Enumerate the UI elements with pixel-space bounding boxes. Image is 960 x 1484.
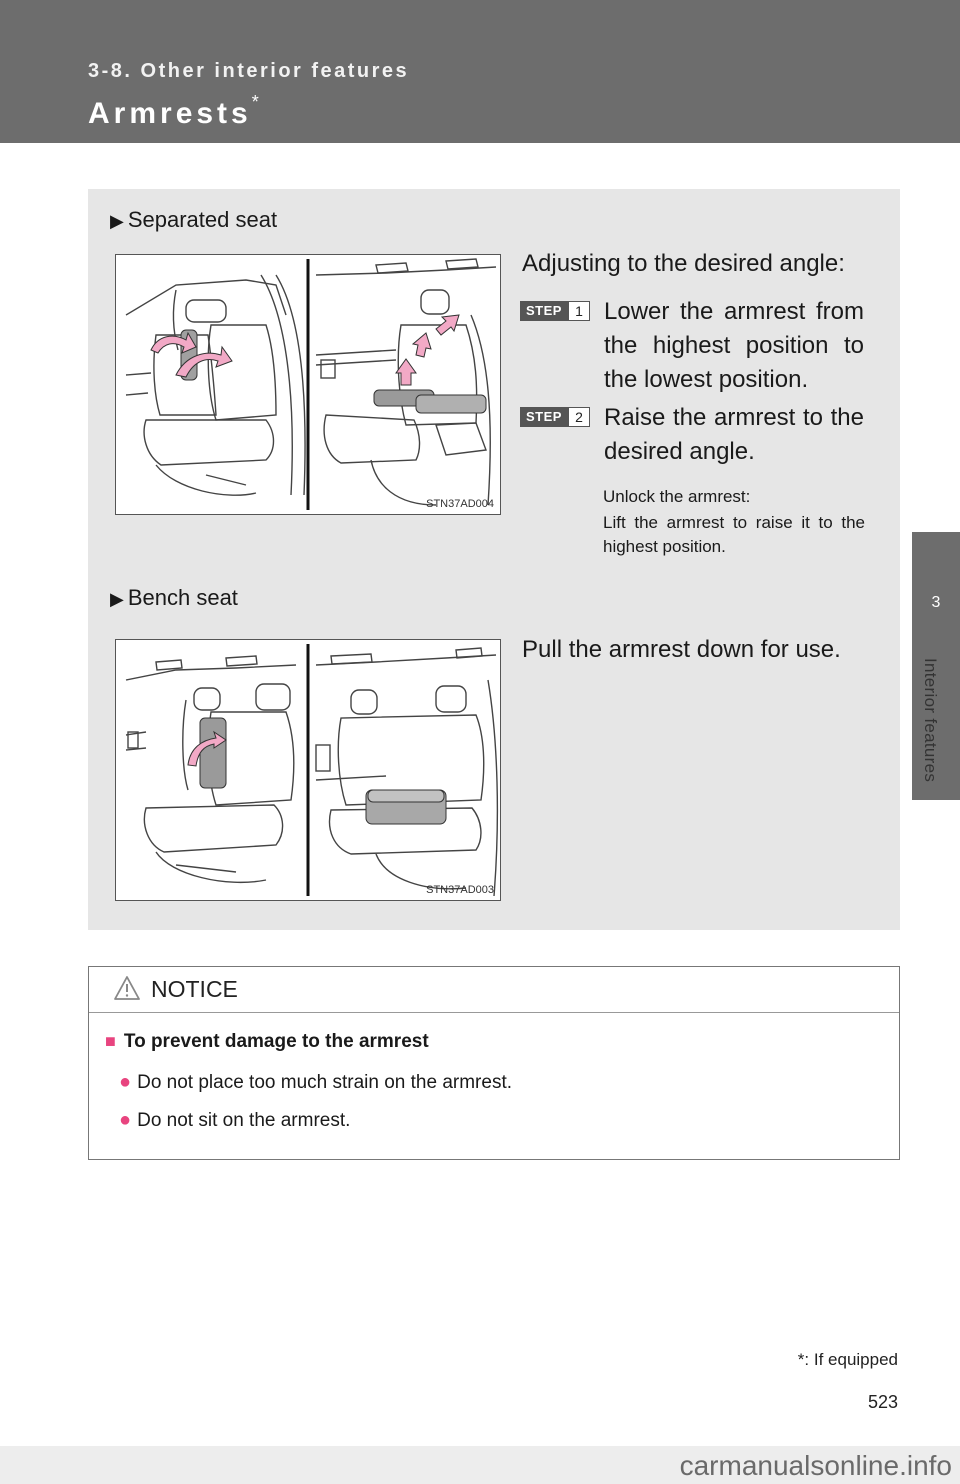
separated-seat-figure bbox=[115, 254, 501, 515]
separated-seat-illustration bbox=[116, 255, 500, 514]
notice-bullet bbox=[119, 1071, 512, 1094]
notice-subtitle bbox=[105, 1031, 429, 1053]
square-bullet-icon: ■ bbox=[105, 1031, 116, 1051]
triangle-bullet-icon: ▶ bbox=[110, 589, 124, 609]
page-number: 523 bbox=[867, 1392, 898, 1412]
unlock-text: Lift the armrest to raise it to the highest position. bbox=[603, 513, 865, 556]
bench-seat-illustration bbox=[116, 640, 500, 900]
chapter-label: Interior features bbox=[921, 658, 940, 783]
chapter-number: 3 bbox=[931, 594, 941, 611]
step-badge-number: 2 bbox=[568, 407, 590, 427]
watermark-text: carmanualsonline.info bbox=[679, 1450, 952, 1481]
bench-seat-heading-text: Bench seat bbox=[127, 585, 238, 610]
warning-icon bbox=[113, 975, 141, 1001]
bench-seat-heading bbox=[110, 585, 238, 611]
asterisk-icon: * bbox=[251, 92, 259, 112]
separated-seat-heading-text: Separated seat bbox=[127, 207, 278, 232]
notice-header bbox=[89, 967, 899, 1013]
step-2-text: Raise the armrest to the desired angle. bbox=[604, 404, 864, 465]
separated-intro: Adjusting to the desired angle: bbox=[522, 250, 845, 277]
step-badge-number: 1 bbox=[568, 301, 590, 321]
bench-seat-figure bbox=[115, 639, 501, 901]
notice-bullet-text: Do not place too much strain on the armrest. bbox=[137, 1072, 513, 1093]
notice-subtitle-text: To prevent damage to the armrest bbox=[123, 1031, 429, 1052]
notice-bullet-text: Do not sit on the armrest. bbox=[137, 1110, 351, 1131]
page-title-text: Armrests bbox=[88, 97, 252, 130]
step-1-text: Lower the armrest from the highest position to the lowest position. bbox=[604, 298, 864, 393]
footnote bbox=[798, 1350, 898, 1370]
circle-bullet-icon: ● bbox=[119, 1071, 132, 1093]
footnote-text: : If equipped bbox=[804, 1350, 898, 1369]
page-header bbox=[0, 0, 960, 143]
bench-text: Pull the armrest down for use. bbox=[522, 636, 841, 663]
triangle-bullet-icon: ▶ bbox=[110, 211, 124, 231]
section-label: 3-8. Other interior features bbox=[88, 60, 410, 82]
separated-seat-heading bbox=[110, 207, 277, 233]
figure-code: STN37AD004 bbox=[426, 498, 494, 510]
watermark-bar bbox=[0, 1446, 960, 1484]
figure-code: STN37AD003 bbox=[426, 884, 494, 896]
step-1-badge bbox=[520, 301, 590, 321]
page-title bbox=[88, 92, 259, 131]
step-badge-label: STEP bbox=[520, 301, 568, 321]
circle-bullet-icon: ● bbox=[119, 1109, 132, 1131]
notice-title: NOTICE bbox=[151, 976, 238, 1002]
notice-bullet bbox=[119, 1109, 350, 1132]
unlock-title: Unlock the armrest: bbox=[603, 487, 751, 506]
step-badge-label: STEP bbox=[520, 407, 568, 427]
asterisk-icon: * bbox=[797, 1350, 805, 1369]
content-panel bbox=[88, 189, 900, 930]
step-2-badge bbox=[520, 407, 590, 427]
notice-box bbox=[88, 966, 900, 1160]
